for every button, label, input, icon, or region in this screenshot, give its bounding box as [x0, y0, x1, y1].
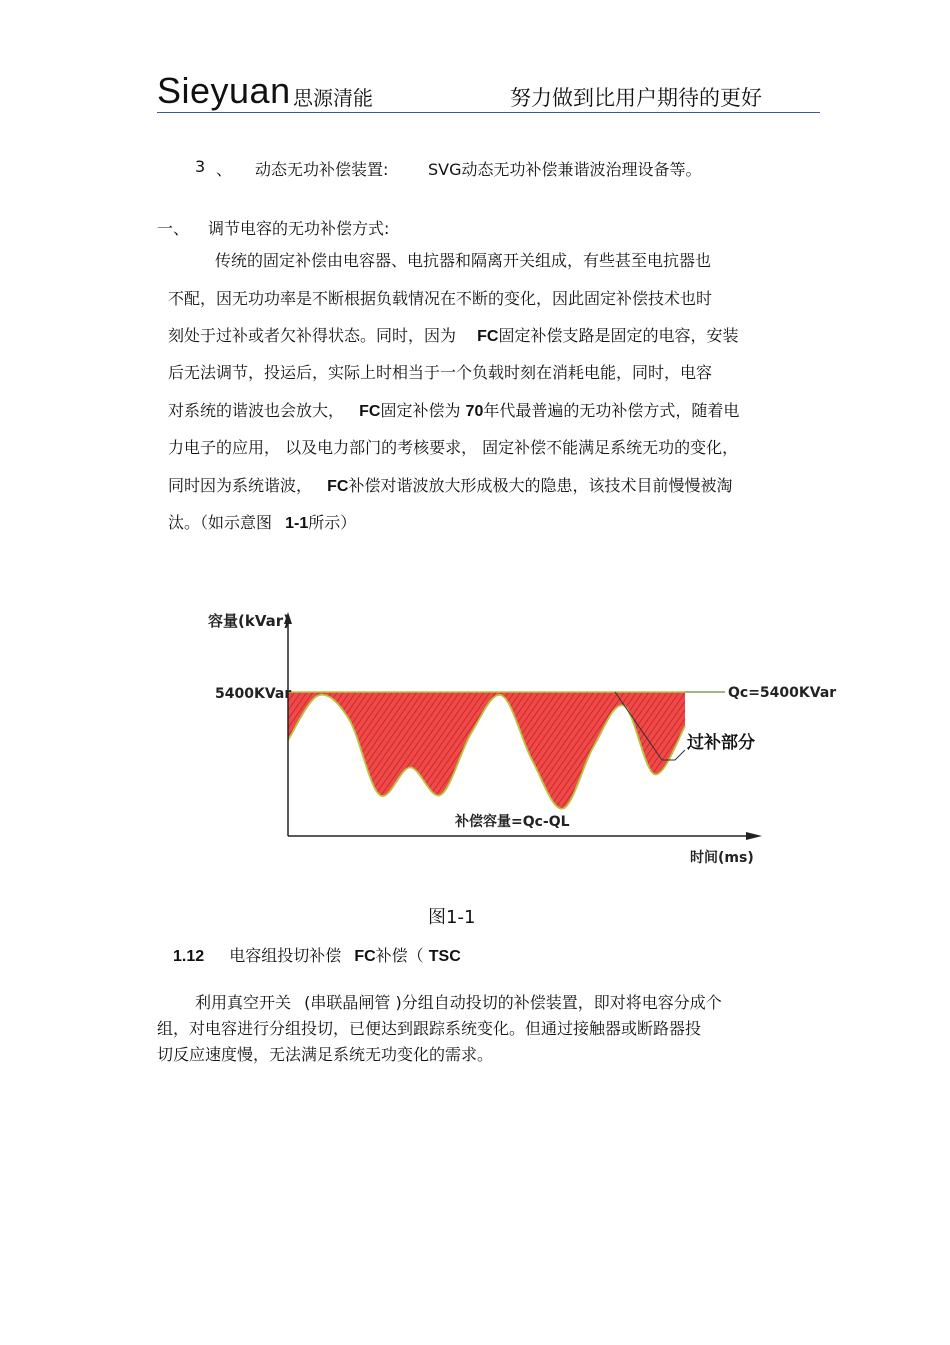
para2-line-1	[195, 990, 722, 1013]
compensation-capacity-label: 补偿容量=Qc-QL	[455, 814, 570, 830]
para1-line-2: 不配，因无功功率是不断根据负载情况在不断的变化，因此固定补偿技术也时	[168, 289, 713, 308]
para1-line-8-c: 所示）	[308, 513, 357, 532]
company-slogan: 努力做到比用户期待的更好	[510, 86, 762, 110]
over-compensation-label: 过补部分	[687, 733, 755, 753]
brand-name: Sieyuan	[157, 70, 291, 111]
para1-line-8-a: 汰。（如示意图	[168, 513, 273, 532]
para1-line-3-c: 固定补偿支路是固定的电容，安装	[498, 326, 739, 345]
para1-line-5-e: 年代最普遍的无功补偿方式，随着电	[483, 401, 740, 420]
para1-line-5-c: 固定补偿为	[380, 401, 461, 420]
para2-line-1-a: 利用真空开关	[195, 993, 292, 1012]
y-tick-label-qc: 5400KVar	[215, 686, 292, 702]
para2-line-3: 切反应速度慢，无法满足系统无功变化的需求。	[157, 1045, 494, 1064]
x-axis-label: 时间(ms)	[690, 850, 754, 866]
over-compensation-area	[288, 692, 685, 809]
qc-line-label: Qc=5400KVar	[728, 685, 837, 701]
section-112-title-2: 补偿（	[375, 946, 424, 965]
header-divider	[157, 112, 820, 113]
para1-line-8	[168, 510, 356, 533]
para1-line-7-a: 同时因为系统谐波，	[168, 476, 313, 495]
section-112-tsc: TSC	[428, 948, 461, 965]
para1-line-5-70: 70	[465, 403, 484, 420]
para1-line-7-fc: FC	[327, 478, 349, 495]
section-112-fc: FC	[354, 948, 376, 965]
compensation-chart	[200, 600, 837, 875]
item-3-separator: 、	[216, 160, 233, 179]
item-3-number: 3	[195, 157, 206, 176]
para1-line-7	[168, 473, 732, 496]
brand-chinese-name: 思源清能	[293, 86, 373, 110]
para1-line-1: 传统的固定补偿由电容器、电抗器和隔离开关组成，有些甚至电抗器也	[215, 251, 712, 270]
para1-line-3	[168, 323, 738, 346]
para2-line-1-b: (串联晶闸管	[304, 993, 391, 1012]
para2-line-1-c: )分组自动投切的补偿装置，即对将电容分成个	[395, 993, 722, 1012]
section-1-number: 一、	[157, 219, 190, 238]
para1-line-4: 后无法调节，投运后，实际上时相当于一个负载时刻在消耗电能，同时，电容	[168, 363, 713, 382]
item-3-text: SVG动态无功补偿兼谐波治理设备等。	[428, 160, 702, 179]
para1-line-5	[168, 398, 739, 421]
para1-line-6: 力电子的应用， 以及电力部门的考核要求， 固定补偿不能满足系统无功的变化，	[168, 438, 739, 457]
item-3-label: 动态无功补偿装置:	[255, 160, 389, 179]
para1-line-5-fc: FC	[359, 403, 381, 420]
para1-line-5-a: 对系统的谐波也会放大，	[168, 401, 345, 420]
para1-line-8-ref: 1-1	[285, 515, 309, 532]
section-1-title: 调节电容的无功补偿方式:	[208, 219, 390, 238]
para1-line-3-fc: FC	[477, 328, 499, 345]
section-112-heading	[173, 943, 461, 966]
para2-line-2: 组，对电容进行分组投切，已便达到跟踪系统变化。但通过接触器或断路器投	[157, 1019, 702, 1038]
para1-line-3-a: 刻处于过补或者欠补得状态。同时，因为	[168, 326, 457, 345]
section-112-title: 电容组投切补偿	[229, 946, 342, 965]
x-axis-arrow	[746, 832, 762, 840]
y-axis-label: 容量(kVar)	[208, 612, 290, 630]
para1-line-7-c: 补偿对谐波放大形成极大的隐患，该技术目前慢慢被淘	[348, 476, 733, 495]
section-112-number: 1.12	[173, 948, 205, 965]
chart-plot-area	[288, 692, 685, 809]
figure-caption: 图1-1	[428, 907, 476, 928]
